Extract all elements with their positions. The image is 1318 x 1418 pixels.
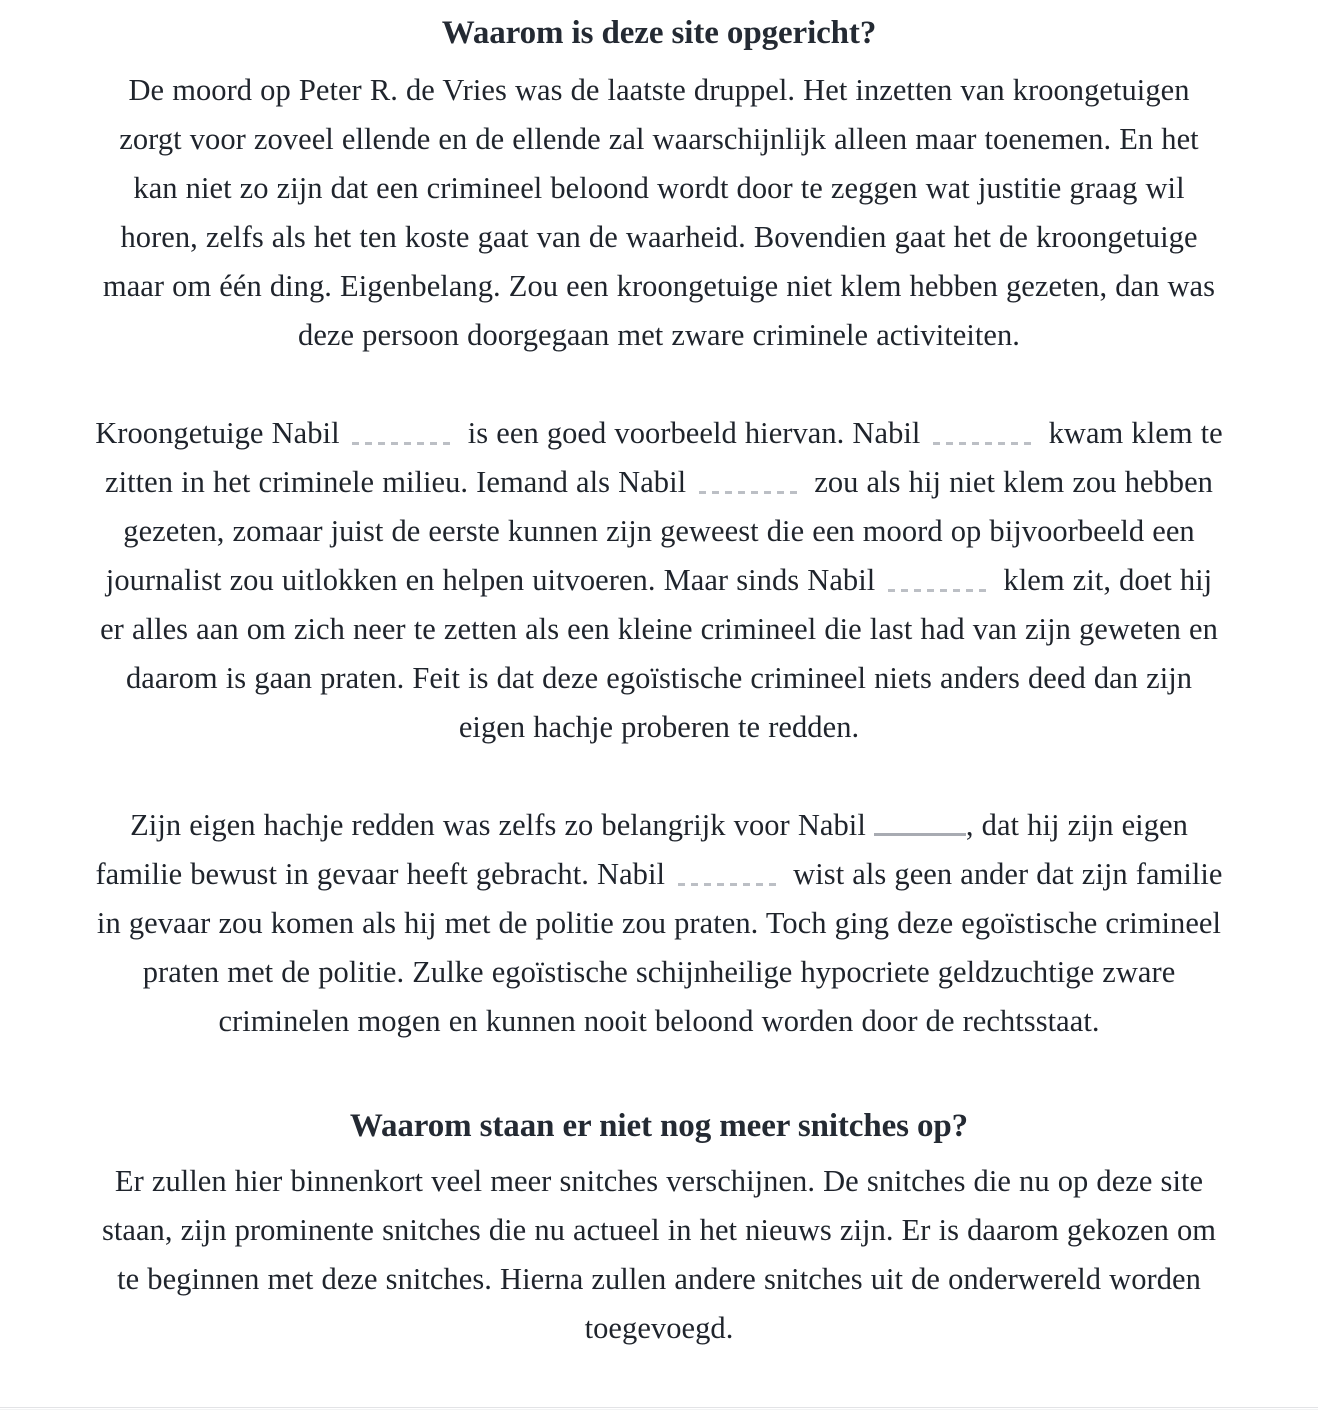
redacted-name — [883, 560, 995, 591]
paragraph-family-endangered: Zijn eigen hachje redden was zelfs zo belangrijk voor Nabil , dat hij zijn eigen familie bewust in gevaar heeft gebracht. Nabil wist als geen ander dat zijn familie in gevaar zou komen als hij met de politie zou praten. Toch ging deze egoïstische crimineel praten met de politie. Zulke egoïstische schijnheilige hypocriete geldzuchtige zware criminelen mogen en kunnen nooit beloond worden door de rechtsstaat. — [94, 801, 1224, 1046]
paragraph-more-snitches-soon: Er zullen hier binnenkort veel meer snitches verschijnen. De snitches die nu op deze site staan, zijn prominente snitches die nu actueel in het nieuws zijn. Er is daarom gekozen om te beginnen met deze snitches. Hierna zullen andere snitches uit de onderwereld worden toegevoegd. — [101, 1163, 1217, 1345]
section-heading-why-site-founded: Waarom is deze site opgericht? — [441, 15, 877, 51]
page-bottom-divider-light — [0, 1409, 1318, 1410]
redacted-name — [694, 462, 806, 493]
redacted-name — [929, 413, 1041, 444]
paragraph-intro: De moord op Peter R. de Vries was de laatste druppel. Het inzetten van kroongetuigen zorgt voor zoveel ellende en de ellende zal waarschijnlijk alleen maar toenemen. En het kan niet zo zijn dat een crimineel beloond wordt door te zeggen wat justitie graag wil horen, zelfs als het ten koste gaat van de waarheid. Bovendien gaat het de kroongetuige maar om één ding. Eigenbelang. Zou een kroongetuige niet klem hebben gezeten, dan was deze persoon doorgegaan met zware criminele activiteiten. — [102, 73, 1216, 353]
article-content — [94, 0, 1224, 1353]
redacted-name — [673, 854, 785, 885]
redacted-name — [348, 413, 460, 444]
redacted-name — [874, 805, 966, 836]
page-bottom-divider — [0, 1407, 1318, 1408]
section-heading-why-not-more-snitches: Waarom staan er niet nog meer snitches op? — [349, 1108, 969, 1145]
paragraph-crown-witness-example: Kroongetuige Nabil is een goed voorbeeld hiervan. Nabil kwam klem te zitten in het criminele milieu. Iemand als Nabil zou als hij niet klem zou hebben gezeten, zomaar juist de eerste kunnen zijn geweest die een moord op bijvoorbeeld een journalist zou uitlokken en helpen uitvoeren. Maar sinds Nabil klem zit, doet hij er alles aan om zich neer te zetten als een kleine crimineel die last had van zijn geweten en daarom is gaan praten. Feit is dat deze egoïstische crimineel niets anders deed dan zijn eigen hachje proberen te redden. — [94, 409, 1224, 752]
